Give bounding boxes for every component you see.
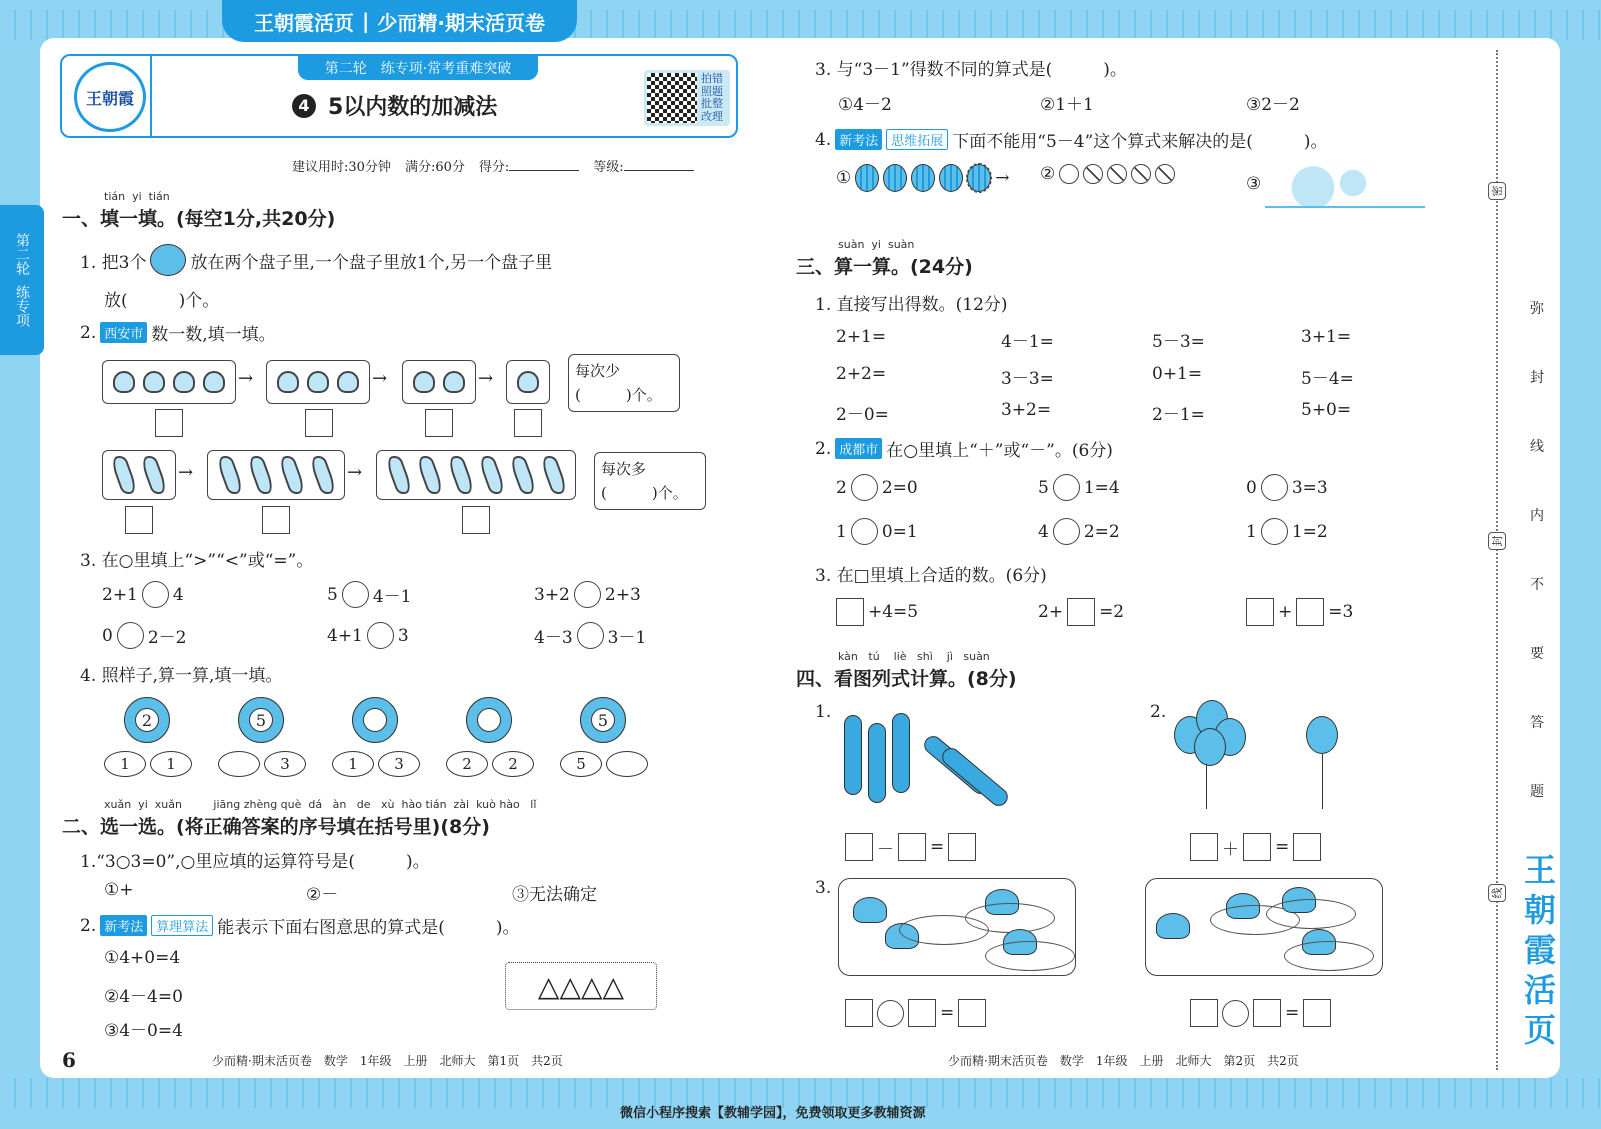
banana-group-6 — [376, 450, 576, 500]
lesson-title — [292, 90, 497, 121]
bubble-text: 每次少 — [575, 362, 621, 380]
answer-circle[interactable] — [851, 518, 878, 545]
question-4-2-label: 2. — [1150, 702, 1167, 722]
expr: 1=4 — [1083, 477, 1120, 498]
expr: 1=2 — [1291, 521, 1328, 542]
flower-leaf-left[interactable]: 5 — [560, 751, 602, 777]
arrow-icon: → — [478, 368, 494, 389]
answer-box[interactable] — [898, 833, 926, 861]
calc-item[interactable]: 5－4= — [1301, 369, 1354, 389]
question-3-2 — [815, 436, 1113, 461]
expr: 3+2 — [534, 584, 570, 605]
expr: 2=2 — [1083, 521, 1120, 542]
expr: =2 — [1099, 602, 1125, 622]
answer-circle[interactable] — [1053, 474, 1080, 501]
operator-item — [1038, 518, 1120, 545]
number-flower — [560, 697, 650, 787]
calc-item[interactable]: 2+2= — [836, 364, 887, 384]
answer-box[interactable] — [262, 506, 290, 534]
calc-item[interactable]: 3+1= — [1301, 327, 1352, 347]
operator-item — [836, 518, 918, 545]
flower-leaf-left[interactable]: 2 — [446, 751, 488, 777]
lily-pad — [1266, 899, 1356, 929]
section-2-title: 二、选一选。(将正确答案的序号填在括号里)(8分) — [62, 816, 490, 838]
number-flower — [332, 697, 422, 787]
question-text: 能表示下面右图意思的算式是( )。 — [217, 918, 520, 938]
answer-box[interactable] — [1246, 598, 1274, 626]
category-tag: 算理算法 — [151, 915, 213, 936]
crossed-circle-icon — [1155, 164, 1175, 184]
side-tab-round: 第二轮 — [14, 233, 30, 275]
qr-code[interactable] — [644, 70, 730, 126]
qr-caption — [701, 73, 723, 123]
flower-leaf-right[interactable]: 1 — [150, 751, 192, 777]
expr: =3 — [1328, 602, 1354, 622]
banana-group-2 — [102, 450, 176, 500]
balloon-strings — [1206, 764, 1207, 809]
banana-icon — [508, 453, 537, 496]
round-banner — [298, 56, 538, 80]
page-number: 6 — [62, 1048, 76, 1072]
answer-box[interactable] — [514, 409, 542, 437]
balloon-icon — [1194, 728, 1226, 766]
section-4-title: 四、看图列式计算。(8分) — [796, 668, 1017, 690]
lily-pad — [965, 903, 1055, 933]
banana-icon — [446, 453, 475, 496]
banana-icon — [384, 453, 413, 496]
pinyin: kàn tú liè shì jì suàn — [838, 650, 990, 663]
number-flower — [446, 697, 536, 787]
frogs-scene-2 — [1145, 878, 1383, 976]
operator-item — [1246, 474, 1328, 501]
pinyin: xuǎn yi xuǎn jiāng zhèng què dá àn de xù hào tián zài kuò hào lǐ — [104, 798, 537, 811]
cucumbers-illustration — [838, 705, 998, 800]
answer-circle[interactable] — [577, 622, 604, 649]
expr: 2－2 — [147, 628, 187, 648]
expr: 3 — [397, 625, 409, 646]
answer-box[interactable] — [1243, 833, 1271, 861]
seal-mark: 封 — [1488, 532, 1506, 550]
flower-leaf-left[interactable] — [218, 751, 260, 777]
banana-icon — [140, 453, 169, 496]
answer-blank-line[interactable]: 放( )个。 — [104, 291, 220, 311]
expr: 4－1 — [372, 587, 412, 607]
question-number: 2. — [815, 438, 832, 459]
answer-box[interactable] — [1293, 833, 1321, 861]
grade-field[interactable] — [593, 156, 693, 175]
peach-icon — [113, 371, 135, 393]
banana-icon — [415, 453, 444, 496]
question-4-1-label: 1. — [815, 702, 832, 722]
answer-blank[interactable]: ( )个。 — [575, 386, 662, 404]
qr-text: 拍错 — [701, 72, 723, 85]
answer-box[interactable] — [1296, 598, 1324, 626]
expr: 2+3 — [604, 584, 641, 605]
calc-item[interactable]: 5－3= — [1152, 332, 1205, 352]
answer-box[interactable] — [462, 506, 490, 534]
peach-icon — [337, 371, 359, 393]
question-2-4 — [815, 127, 1328, 152]
balloon-string — [1322, 754, 1323, 809]
calc-item[interactable]: 2+1= — [836, 327, 887, 347]
question-text: 放在两个盘子里,一个盘子里放1个,另一个盘子里 — [190, 252, 553, 273]
topic-label: 练专项·常考重难突破 — [380, 61, 512, 77]
lesson-title-box — [60, 54, 738, 138]
balloon-icon — [1306, 716, 1338, 754]
option[interactable]: ②4－4=0 — [104, 987, 183, 1007]
expr: 0=1 — [881, 521, 918, 542]
answer-blank[interactable]: ( )个。 — [601, 484, 688, 502]
question-number: 2. — [80, 915, 97, 936]
side-tab — [0, 205, 44, 355]
cucumber-icon — [844, 715, 862, 795]
question-text: 在○里填上“＋”或“－”。(6分) — [886, 441, 1113, 461]
flower-center[interactable]: 5 — [591, 708, 615, 732]
option-label: ③ — [1246, 174, 1262, 194]
watermelon-icon — [967, 164, 991, 192]
expr: 3=3 — [1291, 477, 1328, 498]
flower-leaf-left[interactable]: 1 — [104, 751, 146, 777]
operator: ＋ — [1222, 839, 1239, 860]
peach-icon — [277, 371, 299, 393]
banana-icon — [246, 453, 275, 496]
expr: + — [1278, 602, 1293, 622]
frog-icon — [1156, 913, 1190, 939]
answer-circle[interactable] — [1261, 518, 1288, 545]
equation-4-2 — [1190, 833, 1321, 861]
answer-box[interactable] — [1190, 833, 1218, 861]
exam-meta — [292, 156, 694, 175]
flower-center[interactable]: 5 — [249, 708, 273, 732]
pinyin: tián yi tián — [104, 190, 170, 203]
answer-circle[interactable] — [877, 1000, 904, 1027]
compare-item — [534, 581, 641, 608]
footer-left: 少而精·期末活页卷 数学 1年级 上册 北师大 第1页 共2页 — [212, 1054, 563, 1068]
lesson-title-text: 5以内数的加减法 — [328, 95, 498, 120]
seal-mark: 线 — [1488, 884, 1506, 902]
answer-box[interactable] — [305, 409, 333, 437]
question-text: 下面不能用“5－4”这个算式来解决的是( )。 — [952, 132, 1328, 152]
frogs-scene-1 — [838, 878, 1076, 976]
expr: 1 — [1246, 521, 1257, 542]
answer-box[interactable] — [958, 999, 986, 1027]
option-label: ① — [836, 168, 852, 188]
expr: 2+ — [1038, 602, 1064, 622]
seal-line — [1496, 50, 1498, 1070]
calc-item[interactable]: 3－3= — [1001, 369, 1054, 389]
answer-box[interactable] — [845, 833, 873, 861]
pinyin: suàn yi suàn — [838, 238, 915, 251]
banana-icon — [277, 453, 306, 496]
option[interactable]: ②1＋1 — [1040, 95, 1094, 115]
notice-char: 答 — [1530, 715, 1544, 731]
expr: 0 — [1246, 477, 1257, 498]
section-1-title: 一、填一填。(每空1分,共20分) — [62, 208, 336, 230]
arrow-icon: → — [995, 168, 1010, 188]
expr: 5 — [1038, 477, 1049, 498]
flower-center[interactable] — [477, 708, 501, 732]
flower-leaf-right[interactable]: 2 — [492, 751, 534, 777]
side-tab-topic: 练专项 — [14, 285, 30, 327]
blank — [509, 170, 579, 171]
crossed-circle-icon — [1083, 164, 1103, 184]
publisher-logo: 王朝霞 — [74, 62, 146, 132]
watermelon-icon — [911, 164, 935, 192]
answer-circle[interactable] — [1222, 1000, 1249, 1027]
operator-item — [1246, 518, 1328, 545]
hint-bubble-less — [568, 354, 680, 412]
score-label: 得分: — [478, 160, 510, 175]
operator: = — [940, 1003, 955, 1023]
arrow-icon: → — [178, 462, 194, 483]
answer-circle[interactable] — [142, 581, 169, 608]
banana-icon — [308, 453, 337, 496]
calc-item[interactable]: 5+0= — [1301, 400, 1352, 420]
peach-icon — [443, 371, 465, 393]
question-text: 数一数,填一填。 — [151, 325, 276, 345]
peach-icon — [173, 371, 195, 393]
notice-char: 要 — [1530, 646, 1544, 662]
compare-item — [102, 581, 184, 608]
lily-pad — [985, 941, 1075, 971]
answer-box[interactable] — [1067, 598, 1095, 626]
watermelon-icon — [883, 164, 907, 192]
expr: 0 — [102, 625, 113, 646]
balloons-illustration — [1170, 700, 1350, 810]
footer-right: 少而精·期末活页卷 数学 1年级 上册 北师大 第2页 共2页 — [948, 1054, 1299, 1068]
lesson-number: 4 — [292, 94, 316, 118]
flower-leaf-left[interactable]: 1 — [332, 751, 374, 777]
score-field[interactable] — [479, 156, 579, 175]
question-2-2 — [80, 913, 520, 938]
answer-box[interactable] — [948, 833, 976, 861]
qr-text: 照题 — [701, 84, 723, 98]
number-flower — [104, 697, 194, 787]
question-1-2 — [80, 320, 276, 345]
operator: = — [1275, 837, 1290, 857]
full-score: 满分:60分 — [404, 160, 465, 175]
option-chicks[interactable] — [1246, 160, 1425, 208]
option[interactable]: ②－ — [306, 885, 339, 905]
peach-group-4 — [102, 360, 236, 404]
banana-group-4 — [207, 450, 345, 500]
promo-banner: 微信小程序搜索【教辅学园】，免费领取更多教辅资源 — [620, 1106, 926, 1121]
crossed-circle-icon — [1107, 164, 1127, 184]
question-number: 4. — [815, 129, 832, 150]
notice-char: 内 — [1530, 508, 1544, 524]
answer-box[interactable] — [845, 999, 873, 1027]
section-3-title: 三、算一算。(24分) — [796, 256, 973, 278]
suggested-time: 建议用时:30分钟 — [292, 160, 391, 175]
cucumber-icon — [892, 713, 910, 793]
answer-circle[interactable] — [117, 622, 144, 649]
option[interactable]: ③2－2 — [1246, 95, 1300, 115]
answer-box[interactable] — [908, 999, 936, 1027]
peach-icon — [307, 371, 329, 393]
new-method-tag: 新考法 — [835, 129, 882, 150]
seal-mark: 密 — [1488, 182, 1506, 200]
banana-icon — [215, 453, 244, 496]
flower-leaf-right[interactable]: 3 — [264, 751, 306, 777]
calc-item[interactable]: 3+2= — [1001, 400, 1052, 420]
fill-box-item — [1246, 598, 1353, 626]
expr: 3－1 — [607, 628, 647, 648]
category-tag: 思维拓展 — [886, 129, 948, 150]
answer-circle[interactable] — [1053, 518, 1080, 545]
operator: = — [930, 837, 945, 857]
expr: 2=0 — [881, 477, 918, 498]
question-2-1: 1.“3○3=0”,○里应填的运算符号是( )。 — [80, 852, 430, 872]
compare-item — [102, 622, 186, 649]
question-number: 2. — [80, 322, 97, 343]
option[interactable]: ③无法确定 — [512, 885, 597, 905]
answer-box[interactable] — [1253, 999, 1281, 1027]
number-flower — [218, 697, 308, 787]
compare-item — [327, 581, 411, 608]
lily-pad — [1284, 941, 1374, 971]
equation-4-3a — [845, 999, 986, 1027]
triangles-figure: △△△△ — [505, 962, 657, 1010]
answer-box[interactable] — [125, 506, 153, 534]
notice-char: 弥 — [1530, 301, 1544, 317]
equation-4-1 — [845, 833, 976, 861]
answer-box[interactable] — [836, 598, 864, 626]
expr: 4 — [172, 584, 184, 605]
operator-item — [1038, 474, 1120, 501]
expr: 5 — [327, 584, 338, 605]
flower-leaf-right[interactable] — [606, 751, 648, 777]
region-tag: 成都市 — [835, 438, 882, 459]
compare-item — [327, 622, 409, 649]
question-1-4: 4. 照样子,算一算,填一填。 — [80, 666, 283, 686]
notice-char: 不 — [1530, 577, 1544, 593]
circle-icon — [1059, 164, 1079, 184]
bubble-text: 每次多 — [601, 460, 647, 478]
calc-item[interactable]: 2－1= — [1152, 405, 1205, 425]
calc-item[interactable]: 0+1= — [1152, 364, 1203, 384]
option-label: ② — [1040, 164, 1056, 184]
peach-icon — [143, 371, 165, 393]
arrow-icon: → — [347, 462, 363, 483]
compare-item — [534, 622, 646, 649]
expr: 4+1 — [327, 625, 363, 646]
question-4-3-label: 3. — [815, 878, 832, 898]
answer-box[interactable] — [425, 409, 453, 437]
apple-icon — [150, 244, 186, 276]
brand-name: 王朝霞活页 — [254, 10, 355, 35]
qr-text: 批整 — [701, 97, 723, 110]
peach-group-1 — [506, 360, 550, 404]
expr: +4=5 — [868, 602, 919, 622]
option-circles[interactable] — [1040, 164, 1175, 184]
question-1-3: 3. 在○里填上“>”“<”或“=”。 — [80, 551, 314, 571]
chicks-hatching-illustration — [1265, 160, 1425, 208]
blank — [624, 170, 694, 171]
fill-box-item — [836, 598, 918, 626]
round-label: 第二轮 — [324, 61, 367, 77]
flower-center[interactable]: 2 — [135, 708, 159, 732]
divider: | — [362, 9, 370, 33]
answer-box[interactable] — [1190, 999, 1218, 1027]
watermelon-icon — [939, 164, 963, 192]
notice-char: 题 — [1530, 784, 1544, 800]
answer-circle[interactable] — [1261, 474, 1288, 501]
option-watermelons[interactable] — [836, 164, 1010, 192]
qr-code-image — [647, 73, 697, 123]
cucumber-icon — [868, 723, 886, 803]
answer-circle[interactable] — [851, 474, 878, 501]
grade-label: 等级: — [593, 160, 624, 175]
crossed-circle-icon — [1131, 164, 1151, 184]
expr: 4－3 — [534, 628, 573, 648]
vertical-brand-logo: 王朝霞活页 — [1523, 851, 1556, 1049]
series-name: 少而精·期末活页卷 — [377, 10, 545, 35]
expr: 2 — [836, 477, 847, 498]
operator: － — [877, 839, 894, 860]
qr-text: 改理 — [701, 109, 723, 123]
answer-circle[interactable] — [342, 581, 369, 608]
peach-icon — [517, 371, 539, 393]
flower-center[interactable] — [363, 708, 387, 732]
expr: 4 — [1038, 521, 1049, 542]
calc-item[interactable]: 4－1= — [1001, 332, 1054, 352]
notice-char: 线 — [1530, 439, 1544, 455]
question-3-3: 3. 在□里填上合适的数。(6分) — [815, 566, 1047, 586]
option[interactable]: ①4－2 — [838, 95, 892, 115]
calc-item[interactable]: 2－0= — [836, 405, 889, 425]
operator: = — [1285, 1003, 1300, 1023]
option[interactable]: ③4－0=4 — [104, 1021, 183, 1041]
flower-leaf-right[interactable]: 3 — [378, 751, 420, 777]
hint-bubble-more — [594, 452, 706, 510]
peach-group-3 — [266, 360, 370, 404]
answer-box[interactable] — [155, 409, 183, 437]
fill-box-item — [1038, 598, 1124, 626]
new-method-tag: 新考法 — [100, 915, 147, 936]
question-2-3: 3. 与“3－1”得数不同的算式是( )。 — [815, 60, 1127, 80]
banana-icon — [539, 453, 568, 496]
question-1-1 — [80, 244, 552, 276]
watermelon-icon — [855, 164, 879, 192]
answer-box[interactable] — [1303, 999, 1331, 1027]
answer-circle[interactable] — [574, 581, 601, 608]
peach-icon — [413, 371, 435, 393]
frog-icon — [853, 897, 887, 923]
expr: 2+1 — [102, 584, 138, 605]
arrow-icon: → — [238, 368, 254, 389]
question-text: 1. 把3个 — [80, 252, 147, 273]
question-3-1: 1. 直接写出得数。(12分) — [815, 295, 1008, 315]
expr: 1 — [836, 521, 847, 542]
equation-4-3b — [1190, 999, 1331, 1027]
answer-circle[interactable] — [367, 622, 394, 649]
option[interactable]: ①+ — [104, 880, 134, 900]
brand-banner — [222, 0, 577, 42]
arrow-icon: → — [372, 368, 388, 389]
banana-icon — [110, 453, 139, 496]
notice-char: 封 — [1530, 370, 1544, 386]
banana-icon — [477, 453, 506, 496]
option[interactable]: ①4+0=4 — [104, 948, 181, 968]
peach-icon — [203, 371, 225, 393]
operator-item — [836, 474, 918, 501]
divider — [150, 56, 152, 136]
region-tag: 西安市 — [100, 322, 147, 343]
peach-group-2 — [402, 360, 476, 404]
